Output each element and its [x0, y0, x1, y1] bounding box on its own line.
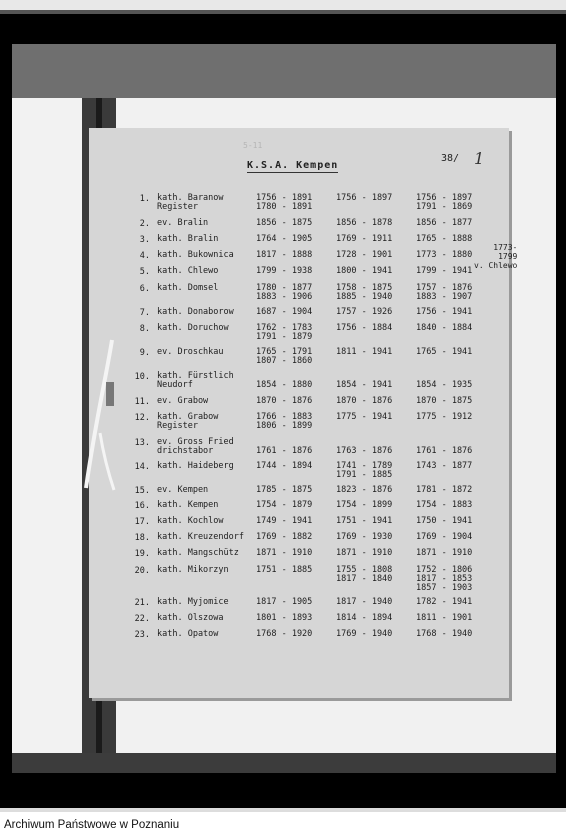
parish-name: kath. Mangschütz	[157, 548, 239, 558]
row-number: 12.	[134, 413, 150, 423]
marriages-range: 1756 - 1897	[336, 193, 393, 203]
row-number: 17.	[134, 517, 150, 527]
deaths-range: 1765 - 1888	[416, 234, 473, 244]
margin-note: 1773- 1799 v. Chlewo	[474, 243, 518, 270]
parish-name: kath. Donaborow	[157, 307, 234, 317]
marriages-range: 1755 - 1808 1817 - 1840	[336, 565, 393, 584]
births-range: 1744 - 1894	[256, 461, 313, 471]
table-row	[0, 565, 566, 593]
marriages-range: 1814 - 1894	[336, 613, 393, 623]
table-row	[0, 284, 566, 308]
marriages-range: 1856 - 1878	[336, 218, 393, 228]
table-row	[0, 438, 566, 462]
marriages-range: 1823 - 1876	[336, 485, 393, 495]
row-number: 1.	[139, 194, 150, 204]
deaths-range: 1765 - 1941	[416, 347, 473, 357]
scan-background	[12, 44, 556, 102]
table-row	[0, 194, 566, 218]
deaths-range: 1743 - 1877	[416, 461, 473, 471]
row-number: 11.	[134, 397, 150, 407]
deaths-range: 1756 - 1941	[416, 307, 473, 317]
births-range: 1764 - 1905	[256, 234, 313, 244]
deaths-range: 1757 - 1876 1883 - 1907	[416, 283, 473, 302]
births-range: 1765 - 1791 1807 - 1860	[256, 347, 313, 366]
marriages-range: 1871 - 1910	[336, 548, 393, 558]
births-range: 1854 - 1880	[256, 380, 313, 390]
row-number: 21.	[134, 598, 150, 608]
births-range: 1801 - 1893	[256, 613, 313, 623]
marriages-range: 1751 - 1941	[336, 516, 393, 526]
parish-name: kath. Baranow Register	[157, 193, 224, 212]
deaths-range: 1769 - 1904	[416, 532, 473, 542]
births-range: 1761 - 1876	[256, 446, 313, 456]
births-range: 1780 - 1877 1883 - 1906	[256, 283, 313, 302]
page-number: 38/	[441, 153, 460, 164]
marriages-range: 1811 - 1941	[336, 347, 393, 357]
births-range: 1756 - 1891 1780 - 1891	[256, 193, 313, 212]
table-row	[0, 462, 566, 486]
row-number: 2.	[139, 219, 150, 229]
marriages-range: 1728 - 1901	[336, 250, 393, 260]
births-range: 1871 - 1910	[256, 548, 313, 558]
marriages-range: 1817 - 1940	[336, 597, 393, 607]
row-number: 8.	[139, 324, 150, 334]
parish-name: ev. Grabow	[157, 396, 209, 406]
row-number: 19.	[134, 549, 150, 559]
deaths-range: 1768 - 1940	[416, 629, 473, 639]
parish-name: kath. Fürstlich Neudorf	[157, 371, 234, 390]
footer-bar	[0, 812, 566, 840]
parish-name: kath. Kreuzendorf	[157, 532, 244, 542]
deaths-range: 1775 - 1912	[416, 412, 473, 422]
table-row	[0, 413, 566, 437]
parish-name: kath. Kempen	[157, 500, 219, 510]
births-range: 1751 - 1885	[256, 565, 313, 575]
row-number: 3.	[139, 235, 150, 245]
top-strip-edge	[0, 10, 566, 14]
marriages-range: 1800 - 1941	[336, 266, 393, 276]
marriages-range: 1870 - 1876	[336, 396, 393, 406]
row-number: 13.	[134, 438, 150, 448]
marriages-range: 1754 - 1899	[336, 500, 393, 510]
parish-name: kath. Mikorzyn	[157, 565, 229, 575]
row-number: 18.	[134, 533, 150, 543]
births-range: 1856 - 1875	[256, 218, 313, 228]
parish-name: kath. Bralin	[157, 234, 219, 244]
marriages-range: 1741 - 1789 1791 - 1885	[336, 461, 393, 480]
row-number: 14.	[134, 462, 150, 472]
parish-name: kath. Opatow	[157, 629, 219, 639]
parish-name: kath. Olszowa	[157, 613, 224, 623]
deaths-range: 1752 - 1806 1817 - 1853 1857 - 1903	[416, 565, 473, 593]
deaths-range: 1856 - 1877	[416, 218, 473, 228]
parish-name: kath. Grabow Register	[157, 412, 219, 431]
births-range: 1754 - 1879	[256, 500, 313, 510]
parish-name: kath. Haideberg	[157, 461, 234, 471]
row-number: 5.	[139, 267, 150, 277]
row-number: 6.	[139, 284, 150, 294]
pencil-folio-mark: 1	[474, 149, 485, 168]
deaths-range: 1871 - 1910	[416, 548, 473, 558]
parish-name: ev. Droschkau	[157, 347, 224, 357]
births-range: 1799 - 1938	[256, 266, 313, 276]
deaths-range: 1782 - 1941	[416, 597, 473, 607]
archive-name: Archiwum Państwowe w Poznaniu	[4, 819, 180, 831]
row-number: 22.	[134, 614, 150, 624]
deaths-range: 1754 - 1883	[416, 500, 473, 510]
births-range: 1768 - 1920	[256, 629, 313, 639]
parish-name: kath. Chlewo	[157, 266, 219, 276]
row-number: 23.	[134, 630, 150, 640]
deaths-range: 1870 - 1875	[416, 396, 473, 406]
marriages-range: 1775 - 1941	[336, 412, 393, 422]
births-range: 1870 - 1876	[256, 396, 313, 406]
births-range: 1769 - 1882	[256, 532, 313, 542]
births-range: 1817 - 1888	[256, 250, 313, 260]
row-number: 4.	[139, 251, 150, 261]
row-number: 16.	[134, 501, 150, 511]
marriages-range: 1854 - 1941	[336, 380, 393, 390]
marriages-range: 1769 - 1911	[336, 234, 393, 244]
table-row	[0, 372, 566, 396]
marriages-range: 1757 - 1926	[336, 307, 393, 317]
table-row	[0, 348, 566, 372]
bottom-band	[12, 753, 556, 773]
deaths-range: 1750 - 1941	[416, 516, 473, 526]
deaths-range: 1799 - 1941	[416, 266, 473, 276]
row-number: 20.	[134, 566, 150, 576]
marriages-range: 1758 - 1875 1885 - 1940	[336, 283, 393, 302]
births-range: 1762 - 1783 1791 - 1879	[256, 323, 313, 342]
table-row	[0, 324, 566, 348]
deaths-range: 1761 - 1876	[416, 446, 473, 456]
births-range: 1817 - 1905	[256, 597, 313, 607]
deaths-range: 1756 - 1897 1791 - 1869	[416, 193, 473, 212]
births-range: 1785 - 1875	[256, 485, 313, 495]
row-number: 10.	[134, 372, 150, 382]
parish-name: kath. Doruchow	[157, 323, 229, 333]
births-range: 1766 - 1883 1806 - 1899	[256, 412, 313, 431]
deaths-range: 1773 - 1880	[416, 250, 473, 260]
row-number: 7.	[139, 308, 150, 318]
deaths-range: 1854 - 1935	[416, 380, 473, 390]
parish-name: ev. Gross Fried drichstabor	[157, 437, 234, 456]
marriages-range: 1756 - 1884	[336, 323, 393, 333]
parish-name: kath. Kochlow	[157, 516, 224, 526]
deaths-range: 1781 - 1872	[416, 485, 473, 495]
document-title: K.S.A. Kempen	[247, 160, 339, 171]
parish-name: ev. Kempen	[157, 485, 209, 495]
deaths-range: 1840 - 1884	[416, 323, 473, 333]
marriages-range: 1763 - 1876	[336, 446, 393, 456]
parish-name: ev. Bralin	[157, 218, 209, 228]
parish-name: kath. Myjomice	[157, 597, 229, 607]
top-strip	[0, 0, 566, 10]
parish-name: kath. Bukownica	[157, 250, 234, 260]
parish-name: kath. Domsel	[157, 283, 219, 293]
marriages-range: 1769 - 1940	[336, 629, 393, 639]
row-number: 9.	[139, 348, 150, 358]
marriages-range: 1769 - 1930	[336, 532, 393, 542]
row-number: 15.	[134, 486, 150, 496]
births-range: 1687 - 1904	[256, 307, 313, 317]
table-row	[0, 630, 566, 654]
faint-mark: 5-11	[243, 141, 263, 150]
deaths-range: 1811 - 1901	[416, 613, 473, 623]
births-range: 1749 - 1941	[256, 516, 313, 526]
